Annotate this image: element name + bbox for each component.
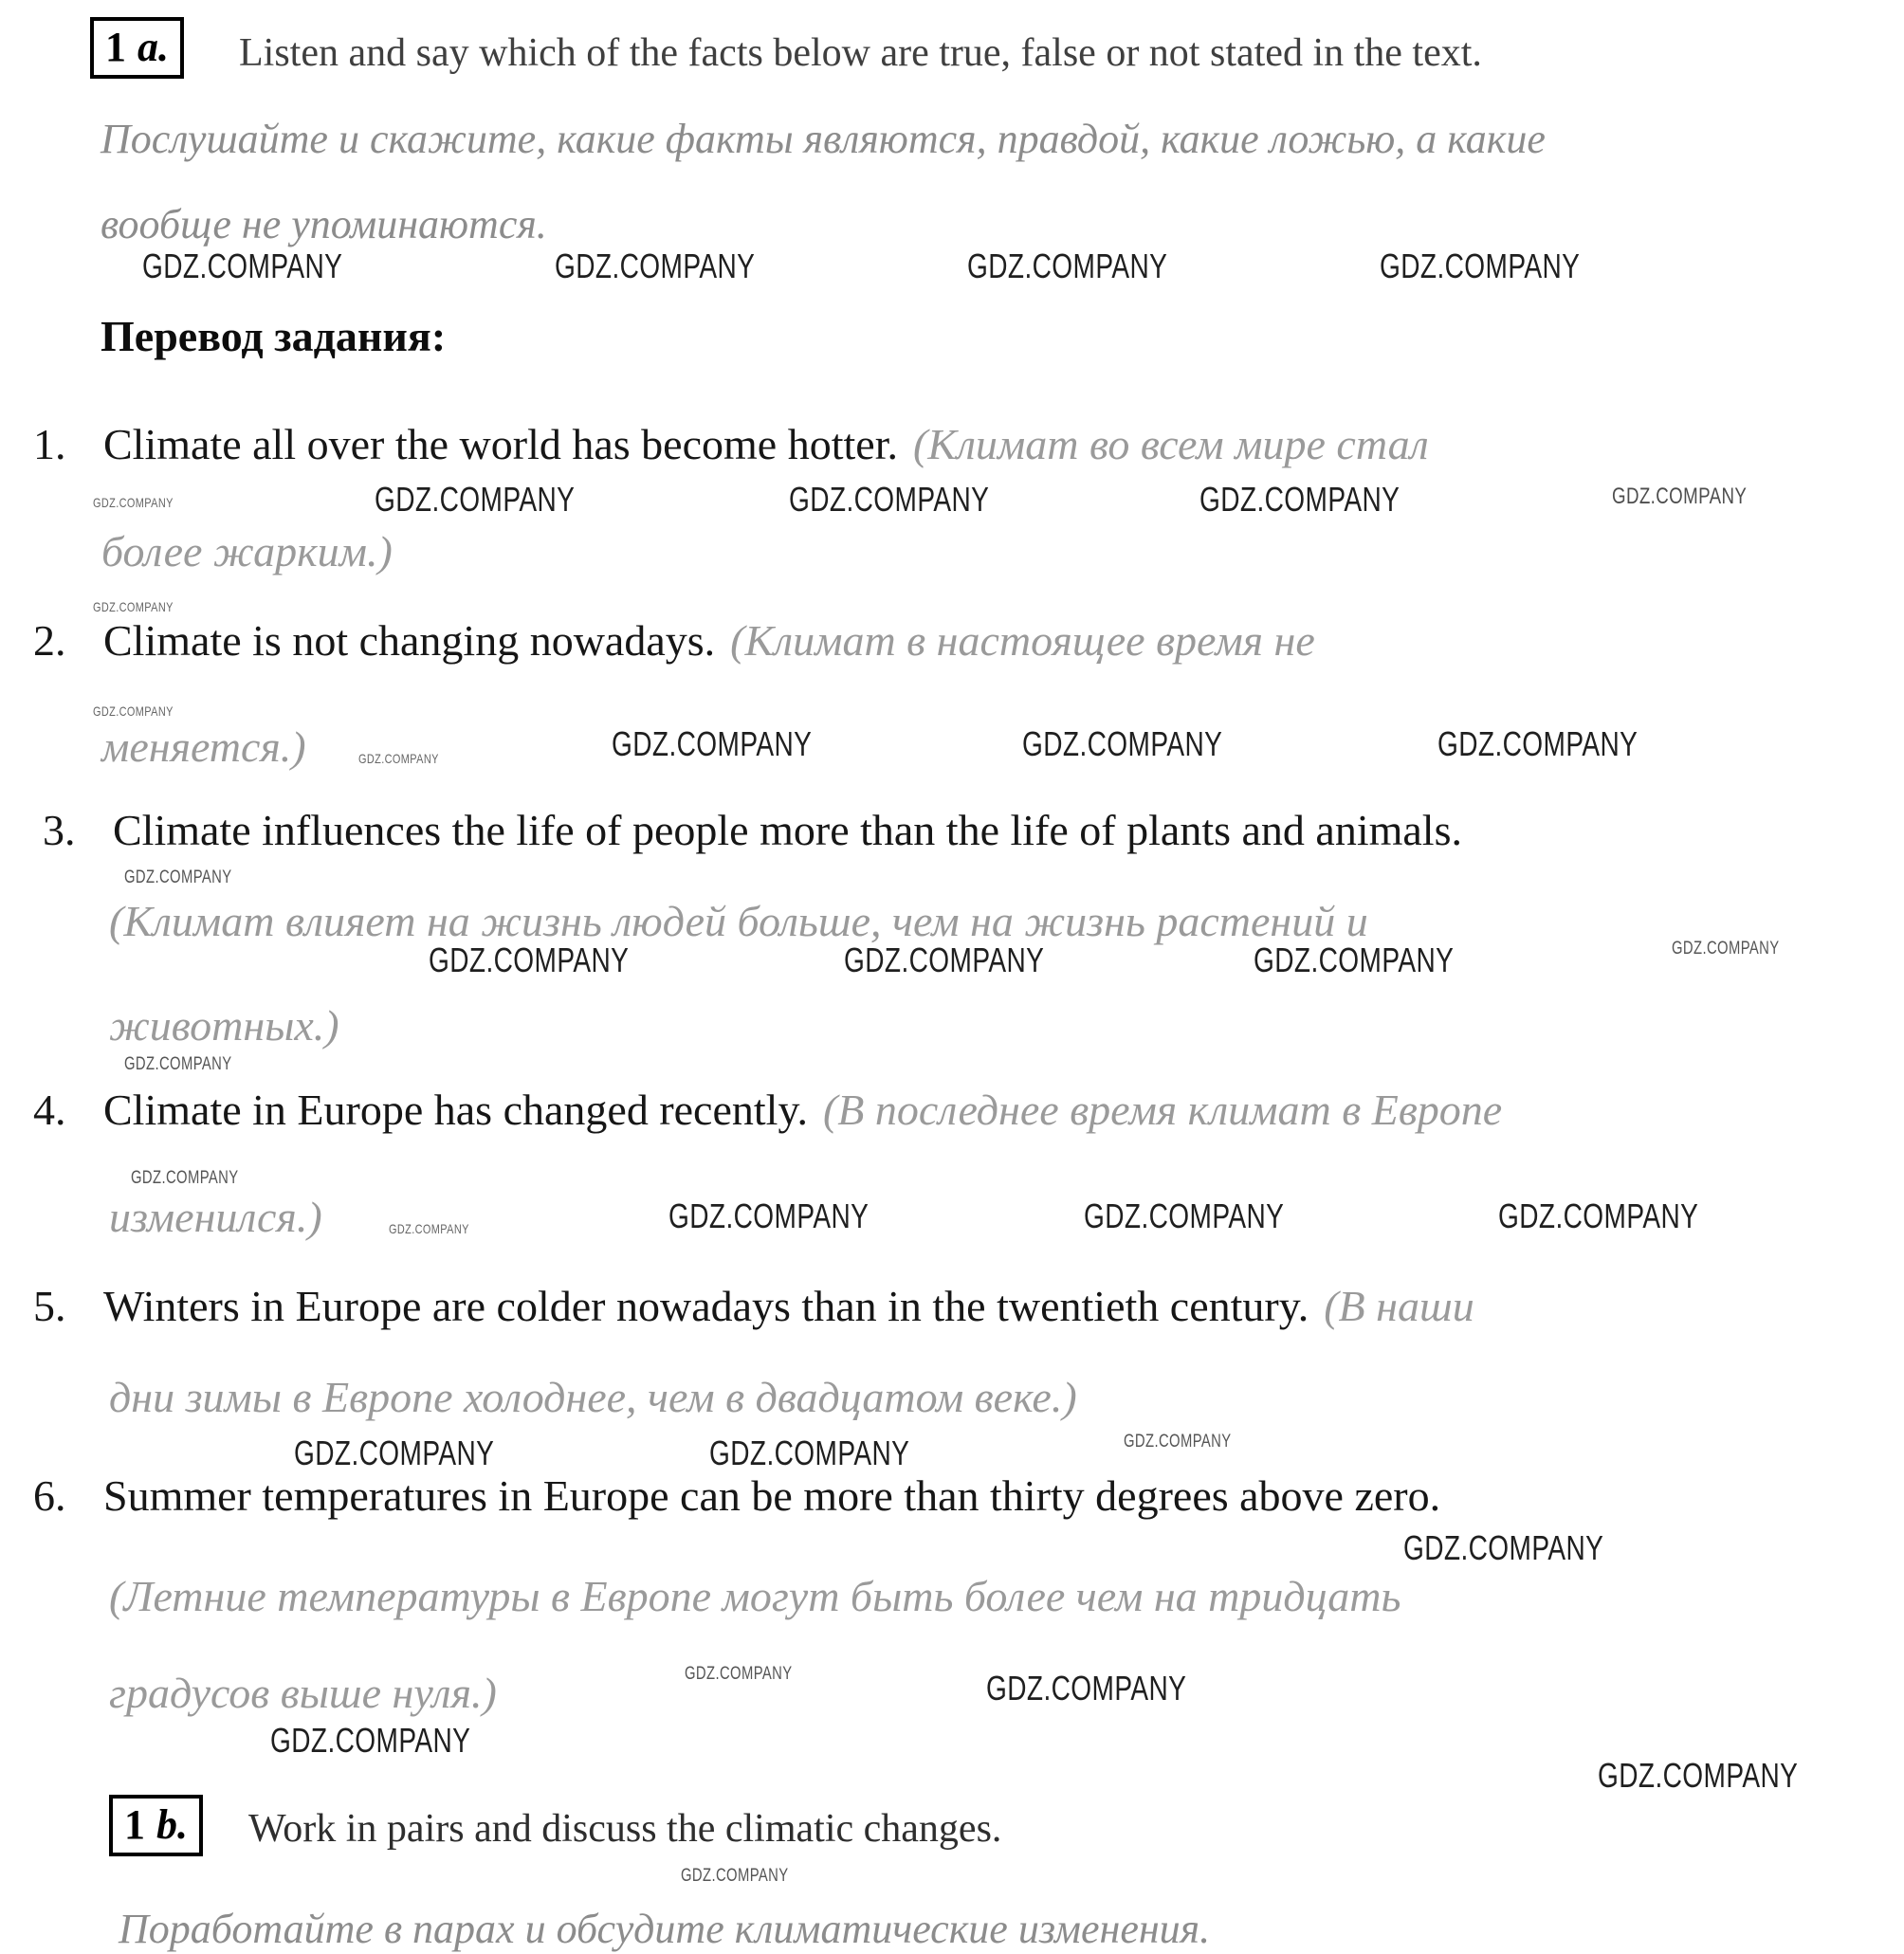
watermark: GDZ.COMPANY xyxy=(1437,724,1639,763)
watermark: GDZ.COMPANY xyxy=(1672,939,1780,959)
item-russian: (В последнее время климат в Европе xyxy=(822,1086,1503,1134)
watermark: GDZ.COMPANY xyxy=(844,940,1045,979)
item-row-6 xyxy=(33,1471,1440,1522)
item-row-2-continuation xyxy=(101,722,306,773)
item-number: 1. xyxy=(33,420,66,468)
item-russian: (Климат во всем мире стал xyxy=(912,420,1429,468)
item-english: Winters in Europe are colder nowadays than in the twentieth century. xyxy=(103,1282,1309,1330)
item-english: Climate in Europe has changed recently. xyxy=(103,1086,808,1134)
watermark: GDZ.COMPANY xyxy=(429,940,630,979)
item-number: 3. xyxy=(43,806,76,854)
watermark: GDZ.COMPANY xyxy=(1254,940,1455,979)
watermark: GDZ.COMPANY xyxy=(131,1168,239,1188)
item-russian: (Климат влияет на жизнь людей больше, чем на жизнь растений и xyxy=(109,897,1368,945)
watermark: GDZ.COMPANY xyxy=(270,1721,471,1760)
task-1a-box xyxy=(90,17,184,79)
item-russian: (Летние температуры в Европе могут быть более чем на тридцать xyxy=(109,1572,1401,1620)
watermark: GDZ.COMPANY xyxy=(1124,1432,1232,1452)
watermark: GDZ.COMPANY xyxy=(1498,1196,1699,1235)
watermark: GDZ.COMPANY xyxy=(124,867,232,887)
watermark: GDZ.COMPANY xyxy=(681,1866,789,1886)
item-russian-continuation: животных.) xyxy=(109,1001,339,1050)
watermark: GDZ.COMPANY xyxy=(358,751,439,766)
item-number: 6. xyxy=(33,1471,66,1520)
watermark: GDZ.COMPANY xyxy=(142,247,343,285)
watermark: GDZ.COMPANY xyxy=(93,599,174,614)
item-english: Climate is not changing nowadays. xyxy=(103,616,716,665)
watermark: GDZ.COMPANY xyxy=(124,1054,232,1074)
item-english: Climate all over the world has become hotter. xyxy=(103,420,898,468)
item-number: 4. xyxy=(33,1086,66,1134)
item-russian-continuation: более жарким.) xyxy=(101,527,393,575)
task-1a-instruction: Listen and say which of the facts below are true, false or not stated in the text. xyxy=(239,31,1482,75)
item-russian: (В наши xyxy=(1324,1282,1474,1330)
task-1b-letter: b. xyxy=(156,1801,188,1848)
item-row-4 xyxy=(33,1086,1502,1136)
item-russian-continuation: градусов выше нуля.) xyxy=(109,1669,497,1717)
task-1b-translation: Поработайте в парах и обсудите климатические изменения. xyxy=(119,1906,1211,1952)
watermark: GDZ.COMPANY xyxy=(1199,480,1401,519)
task-1a-letter: a. xyxy=(137,24,169,70)
watermark: GDZ.COMPANY xyxy=(685,1664,793,1684)
item-row-6-continuation xyxy=(109,1669,497,1719)
item-row-4-continuation xyxy=(109,1193,322,1243)
watermark: GDZ.COMPANY xyxy=(555,247,756,285)
watermark: GDZ.COMPANY xyxy=(1403,1528,1604,1567)
item-row-5-continuation xyxy=(109,1373,1077,1423)
watermark: GDZ.COMPANY xyxy=(93,495,174,510)
watermark: GDZ.COMPANY xyxy=(1084,1196,1285,1235)
item-row-3-continuation xyxy=(109,1001,339,1051)
watermark: GDZ.COMPANY xyxy=(1598,1756,1799,1795)
translation-heading: Перевод задания: xyxy=(101,312,447,360)
item-number: 2. xyxy=(33,616,66,665)
item-english: Summer temperatures in Europe can be more than thirty degrees above zero. xyxy=(103,1471,1441,1520)
task-1b-box xyxy=(109,1795,203,1856)
task-1a-translation-line2: вообще не упоминаются. xyxy=(101,201,547,247)
task-1a-number: 1 xyxy=(105,24,126,70)
item-row-3-russian xyxy=(109,897,1368,947)
watermark: GDZ.COMPANY xyxy=(1022,724,1223,763)
item-russian-continuation: изменился.) xyxy=(109,1193,322,1241)
item-row-5 xyxy=(33,1282,1474,1332)
task-1a-translation-line1: Послушайте и скажите, какие факты являются, правдой, какие ложью, а какие xyxy=(101,116,1546,162)
watermark: GDZ.COMPANY xyxy=(668,1196,870,1235)
watermark: GDZ.COMPANY xyxy=(375,480,576,519)
watermark: GDZ.COMPANY xyxy=(612,724,813,763)
item-russian-continuation: меняется.) xyxy=(101,722,306,771)
task-1b-instruction: Work in pairs and discuss the climatic changes. xyxy=(248,1807,1002,1851)
item-row-2 xyxy=(33,616,1315,667)
item-number: 5. xyxy=(33,1282,66,1330)
watermark: GDZ.COMPANY xyxy=(1612,484,1748,509)
item-row-6-russian xyxy=(109,1572,1401,1622)
watermark: GDZ.COMPANY xyxy=(93,703,174,719)
watermark: GDZ.COMPANY xyxy=(294,1434,495,1472)
task-1b-number: 1 xyxy=(124,1801,145,1848)
watermark: GDZ.COMPANY xyxy=(1380,247,1581,285)
watermark: GDZ.COMPANY xyxy=(967,247,1168,285)
item-row-1-continuation xyxy=(101,527,393,577)
watermark: GDZ.COMPANY xyxy=(389,1221,469,1236)
item-row-1 xyxy=(33,420,1429,470)
item-row-3 xyxy=(43,806,1462,856)
item-russian: (Климат в настоящее время не xyxy=(730,616,1315,665)
watermark: GDZ.COMPANY xyxy=(709,1434,910,1472)
watermark: GDZ.COMPANY xyxy=(789,480,990,519)
watermark: GDZ.COMPANY xyxy=(986,1669,1187,1707)
item-english: Climate influences the life of people more than the life of plants and animals. xyxy=(113,806,1462,854)
item-russian-continuation: дни зимы в Европе холоднее, чем в двадцатом веке.) xyxy=(109,1373,1077,1421)
